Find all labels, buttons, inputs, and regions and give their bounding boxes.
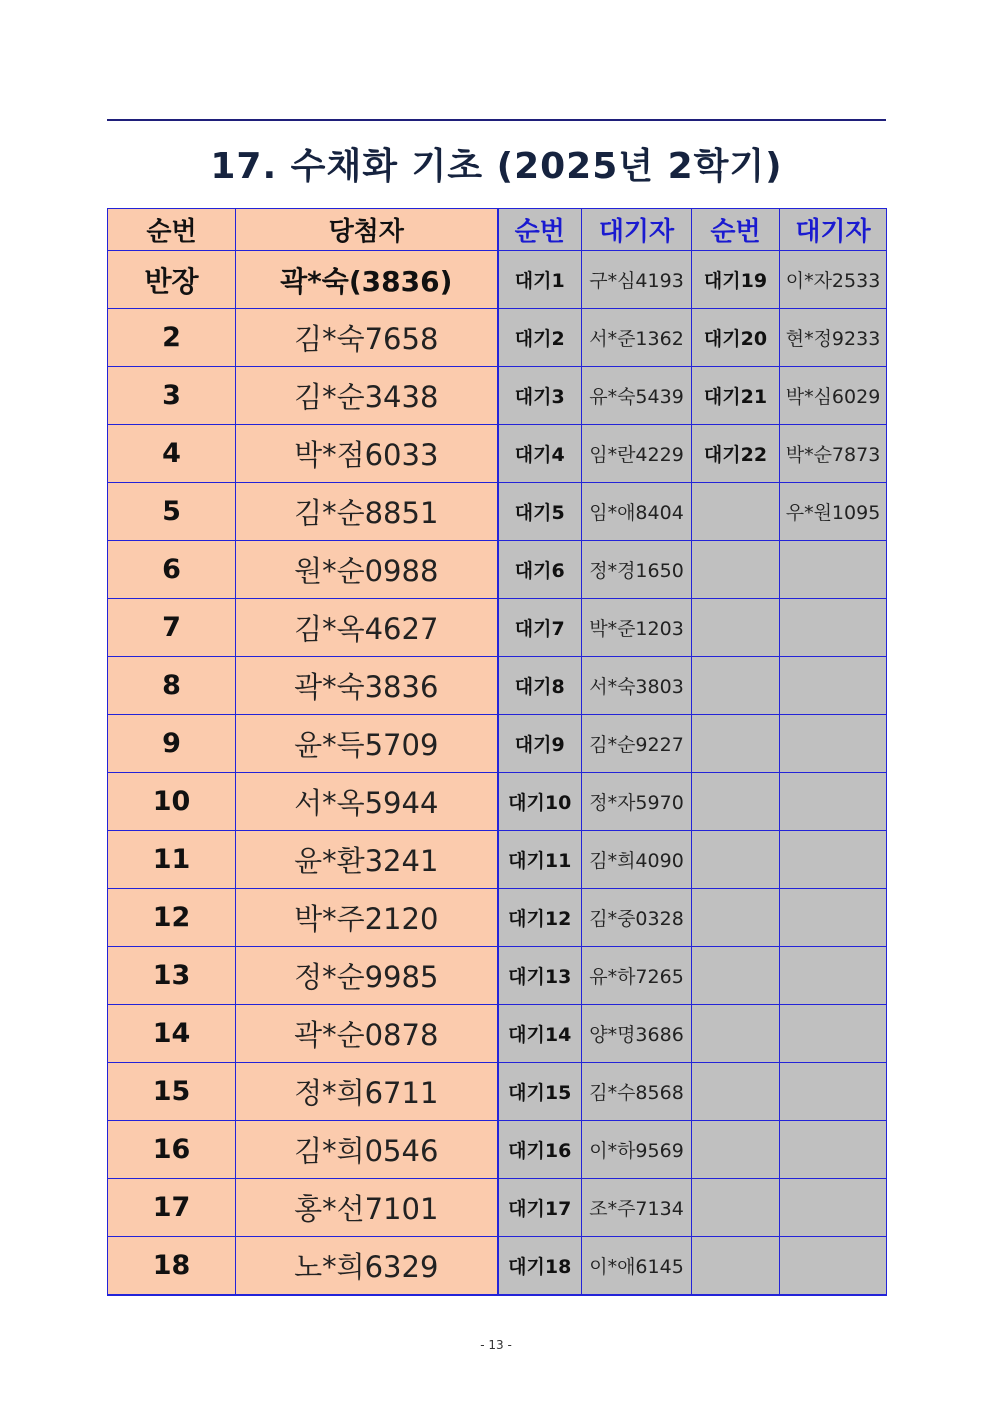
waitlist-name: 서*준1362 (582, 309, 692, 367)
waitlist-name: 유*하7265 (582, 947, 692, 1005)
lottery-table (107, 208, 887, 1296)
table-row (108, 367, 887, 425)
waitlist-name: 정*경1650 (582, 541, 692, 599)
waitlist-name (780, 889, 887, 947)
waitlist-name (780, 657, 887, 715)
table-row (108, 425, 887, 483)
header-wait-name-2: 대기자 (780, 209, 887, 251)
waitlist-number: 대기18 (498, 1237, 582, 1296)
table-row (108, 715, 887, 773)
row-number: 16 (108, 1121, 236, 1179)
waitlist-number: 대기9 (498, 715, 582, 773)
waitlist-name: 김*수8568 (582, 1063, 692, 1121)
table-row (108, 1179, 887, 1237)
waitlist-number: 대기6 (498, 541, 582, 599)
table-row (108, 947, 887, 1005)
waitlist-name (780, 715, 887, 773)
waitlist-number (692, 889, 780, 947)
waitlist-number (692, 1237, 780, 1296)
waitlist-name (780, 947, 887, 1005)
table-row (108, 773, 887, 831)
table-row (108, 251, 887, 309)
page-number: - 13 - (480, 1338, 512, 1352)
header-wait-num-1: 순번 (498, 209, 582, 251)
waitlist-number: 대기1 (498, 251, 582, 309)
row-number: 반장 (108, 251, 236, 309)
waitlist-name: 김*중0328 (582, 889, 692, 947)
waitlist-number: 대기22 (692, 425, 780, 483)
table-row (108, 1005, 887, 1063)
winner-name: 정*희6711 (236, 1063, 498, 1121)
waitlist-name (780, 599, 887, 657)
waitlist-number (692, 715, 780, 773)
waitlist-name: 정*자5970 (582, 773, 692, 831)
waitlist-number (692, 657, 780, 715)
header-num: 순번 (108, 209, 236, 251)
waitlist-name: 임*란4229 (582, 425, 692, 483)
row-number: 3 (108, 367, 236, 425)
table-row (108, 831, 887, 889)
waitlist-name (780, 1005, 887, 1063)
waitlist-name (780, 1063, 887, 1121)
waitlist-name: 이*하9569 (582, 1121, 692, 1179)
table-row (108, 309, 887, 367)
waitlist-number: 대기15 (498, 1063, 582, 1121)
winner-name: 윤*득5709 (236, 715, 498, 773)
waitlist-number (692, 1063, 780, 1121)
waitlist-number (692, 1121, 780, 1179)
waitlist-name: 김*희4090 (582, 831, 692, 889)
waitlist-number: 대기13 (498, 947, 582, 1005)
table-row (108, 1063, 887, 1121)
waitlist-number: 대기8 (498, 657, 582, 715)
table-row (108, 889, 887, 947)
row-number: 9 (108, 715, 236, 773)
row-number: 7 (108, 599, 236, 657)
waitlist-number: 대기16 (498, 1121, 582, 1179)
winner-name: 김*옥4627 (236, 599, 498, 657)
row-number: 4 (108, 425, 236, 483)
waitlist-number: 대기19 (692, 251, 780, 309)
waitlist-number: 대기21 (692, 367, 780, 425)
header-winner: 당첨자 (236, 209, 498, 251)
winner-name: 박*점6033 (236, 425, 498, 483)
waitlist-number (692, 599, 780, 657)
row-number: 5 (108, 483, 236, 541)
winner-name: 김*순8851 (236, 483, 498, 541)
waitlist-name: 현*정9233 (780, 309, 887, 367)
row-number: 18 (108, 1237, 236, 1296)
waitlist-name (780, 773, 887, 831)
waitlist-name: 서*숙3803 (582, 657, 692, 715)
waitlist-number: 대기2 (498, 309, 582, 367)
waitlist-name (780, 831, 887, 889)
waitlist-number: 대기11 (498, 831, 582, 889)
waitlist-name: 양*명3686 (582, 1005, 692, 1063)
winner-name: 서*옥5944 (236, 773, 498, 831)
waitlist-number: 대기14 (498, 1005, 582, 1063)
winner-name: 원*순0988 (236, 541, 498, 599)
waitlist-name: 유*숙5439 (582, 367, 692, 425)
winner-name: 박*주2120 (236, 889, 498, 947)
table-row (108, 1121, 887, 1179)
table-header-row (108, 209, 887, 251)
waitlist-name (780, 1237, 887, 1296)
waitlist-name: 이*애6145 (582, 1237, 692, 1296)
header-wait-name-1: 대기자 (582, 209, 692, 251)
row-number: 17 (108, 1179, 236, 1237)
top-rule (107, 119, 886, 121)
waitlist-number: 대기3 (498, 367, 582, 425)
winner-name: 윤*환3241 (236, 831, 498, 889)
waitlist-number (692, 1005, 780, 1063)
winner-name: 정*순9985 (236, 947, 498, 1005)
waitlist-number (692, 947, 780, 1005)
waitlist-name (780, 1179, 887, 1237)
winner-name: 곽*숙3836 (236, 657, 498, 715)
waitlist-name: 김*순9227 (582, 715, 692, 773)
table-row (108, 541, 887, 599)
table-row (108, 657, 887, 715)
waitlist-number (692, 483, 780, 541)
row-number: 13 (108, 947, 236, 1005)
waitlist-name: 이*자2533 (780, 251, 887, 309)
table-row (108, 599, 887, 657)
waitlist-number (692, 1179, 780, 1237)
waitlist-name (780, 541, 887, 599)
winner-name: 김*희0546 (236, 1121, 498, 1179)
table-row (108, 483, 887, 541)
waitlist-number: 대기20 (692, 309, 780, 367)
waitlist-name: 임*애8404 (582, 483, 692, 541)
winner-name: 곽*숙(3836) (236, 251, 498, 309)
header-wait-num-2: 순번 (692, 209, 780, 251)
waitlist-number (692, 773, 780, 831)
row-number: 12 (108, 889, 236, 947)
waitlist-name: 우*원1095 (780, 483, 887, 541)
waitlist-name: 구*심4193 (582, 251, 692, 309)
row-number: 8 (108, 657, 236, 715)
waitlist-number: 대기7 (498, 599, 582, 657)
waitlist-name: 조*주7134 (582, 1179, 692, 1237)
waitlist-number: 대기4 (498, 425, 582, 483)
winner-name: 김*숙7658 (236, 309, 498, 367)
winner-name: 노*희6329 (236, 1237, 498, 1296)
row-number: 2 (108, 309, 236, 367)
waitlist-number: 대기10 (498, 773, 582, 831)
row-number: 6 (108, 541, 236, 599)
waitlist-number (692, 541, 780, 599)
winner-name: 곽*순0878 (236, 1005, 498, 1063)
row-number: 15 (108, 1063, 236, 1121)
waitlist-number (692, 831, 780, 889)
waitlist-name (780, 1121, 887, 1179)
waitlist-number: 대기12 (498, 889, 582, 947)
waitlist-name: 박*준1203 (582, 599, 692, 657)
waitlist-number: 대기17 (498, 1179, 582, 1237)
row-number: 11 (108, 831, 236, 889)
winner-name: 홍*선7101 (236, 1179, 498, 1237)
row-number: 10 (108, 773, 236, 831)
winner-name: 김*순3438 (236, 367, 498, 425)
waitlist-name: 박*심6029 (780, 367, 887, 425)
table-row (108, 1237, 887, 1296)
page-title: 17. 수채화 기초 (2025년 2학기) (210, 146, 783, 187)
row-number: 14 (108, 1005, 236, 1063)
waitlist-name: 박*순7873 (780, 425, 887, 483)
waitlist-number: 대기5 (498, 483, 582, 541)
